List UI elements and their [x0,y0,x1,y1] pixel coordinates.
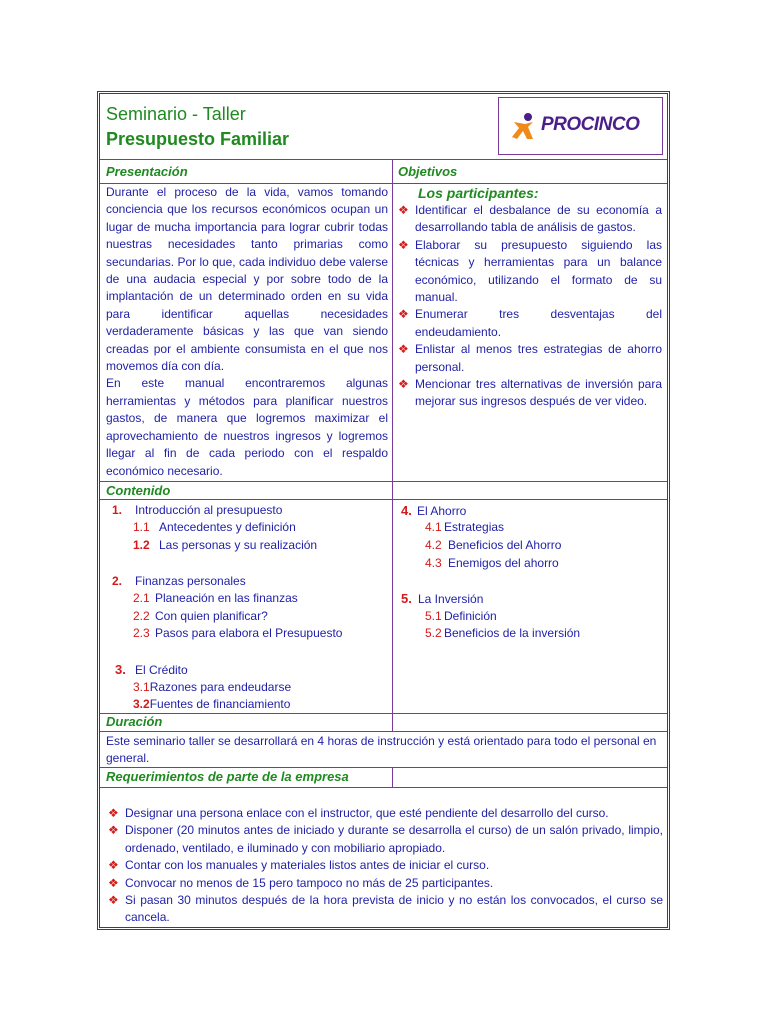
red-diamond-bullet-icon: ❖ [398,377,409,392]
requerimiento-item: ❖ Disponer (20 minutos antes de iniciado y durante se desarrolla el curso) de un salón privado, limpio, ordenado, ventilado, e iluminado y con mobiliario apropiado. [108,823,663,855]
red-diamond-bullet-icon: ❖ [398,203,409,217]
toc-item: 5.1 Definición [425,609,497,623]
logo-box [498,97,663,155]
toc-item: 1. Introducción al presupuesto [112,503,283,517]
duracion-text: Este seminario taller se desarrollará en 4 horas de instrucción y está orientado para todo el personal en general. [106,734,657,766]
requerimiento-item: ❖ Si pasan 30 minutos después de la hora prevista de inicio y no están los convocados, el curso se cancela. [108,893,663,925]
objetivos-heading: Objetivos [398,164,458,179]
toc-item: 1.1 Antecedentes y definición [133,520,296,534]
toc-item: 1.2 Las personas y su realización [133,538,318,552]
document-frame [97,91,670,930]
toc-item: 5.2 Beneficios de la inversión [425,626,581,640]
requerimiento-item: ❖ Contar con los manuales y materiales listos antes de iniciar el curso. [108,857,663,874]
objetivo-item: ❖ Enlistar al menos tres estrategias de ahorro personal. [398,342,662,374]
red-diamond-bullet-icon: ❖ [108,893,119,908]
title-line-2: Presupuesto Familiar [106,129,290,149]
procinco-logo-figure-icon [511,112,541,142]
toc-item: 2. Finanzas personales [112,574,246,588]
toc-item: 2.2 Con quien planificar? [133,609,268,623]
toc-item: 3. El Crédito [115,662,188,677]
title-line-1: Seminario - Taller [106,104,246,124]
presentacion-paragraph-1: Durante el proceso de la vida, vamos tomando conciencia que los recursos económicos ocupan un lugar de mucha importancia para lograr cubrir todas nuestras necesidades tanto primarias como secundarias. Por lo que, cada individuo debe valerse de una audacia especial y por sobre todo de la implantación de un determinado orden en su vida para identificar aquellas necesidades verdaderamente básicas y las que van siendo creadas por el ambiente consumista en el que nos movemos día con día. [106,185,388,374]
toc-item: 5. La Inversión [401,591,484,606]
red-diamond-bullet-icon: ❖ [108,875,119,890]
red-diamond-bullet-icon: ❖ [398,237,409,252]
toc-item: 4.2 Beneficios del Ahorro [425,538,562,552]
duracion-heading: Duración [106,714,163,729]
requerimiento-item: ❖ Designar una persona enlace con el instructor, que esté pendiente del desarrollo del curso. [108,805,663,822]
objetivos-list [398,202,662,411]
toc-item: 4. El Ahorro [401,503,467,518]
objetivo-item: ❖ Mencionar tres alternativas de inversión para mejorar sus ingresos después de ver video. [398,377,662,409]
toc-item: 2.3 Pasos para elabora el Presupuesto [133,626,343,640]
toc-item: 4.1 Estrategias [425,520,505,534]
presentacion-heading: Presentación [106,164,188,179]
contenido-heading: Contenido [106,483,171,498]
logo-text: PROCINCO [541,114,640,135]
red-diamond-bullet-icon: ❖ [108,823,119,838]
red-diamond-bullet-icon: ❖ [108,858,119,873]
requerimientos-list [108,805,663,927]
requerimiento-item: ❖ Convocar no menos de 15 pero tampoco no más de 25 participantes. [108,875,663,892]
requerimientos-heading: Requerimientos de parte de la empresa [106,769,349,784]
objetivo-item: ❖ Enumerar tres desventajas del endeudamiento. [398,307,662,339]
toc-item: 3.1Razones para endeudarse [133,680,292,694]
red-diamond-bullet-icon: ❖ [398,307,409,322]
toc-item: 3.2Fuentes de financiamiento [133,697,291,711]
presentacion-text [106,184,388,480]
toc-item: 4.3 Enemigos del ahorro [425,556,559,570]
objetivo-item: ❖ Elaborar su presupuesto siguiendo las técnicas y herramientas para un balance económico, utilizando el formato de su manual. [398,237,662,305]
red-diamond-bullet-icon: ❖ [108,806,119,820]
objetivos-subheading: Los participantes: [418,185,539,201]
presentacion-paragraph-2: En este manual encontraremos algunas herramientas y métodos para planificar nuestros gastos, de manera que logremos maximizar el aprovechamiento de nuestros ingresos y logremos llegar al fin de cada periodo con el respaldo económico necesario. [106,376,388,478]
toc-item: 2.1 Planeación en las finanzas [133,591,298,605]
red-diamond-bullet-icon: ❖ [398,342,409,357]
objetivo-item: ❖ Identificar el desbalance de su economía a desarrollando tabla de análisis de gastos. [398,203,662,235]
